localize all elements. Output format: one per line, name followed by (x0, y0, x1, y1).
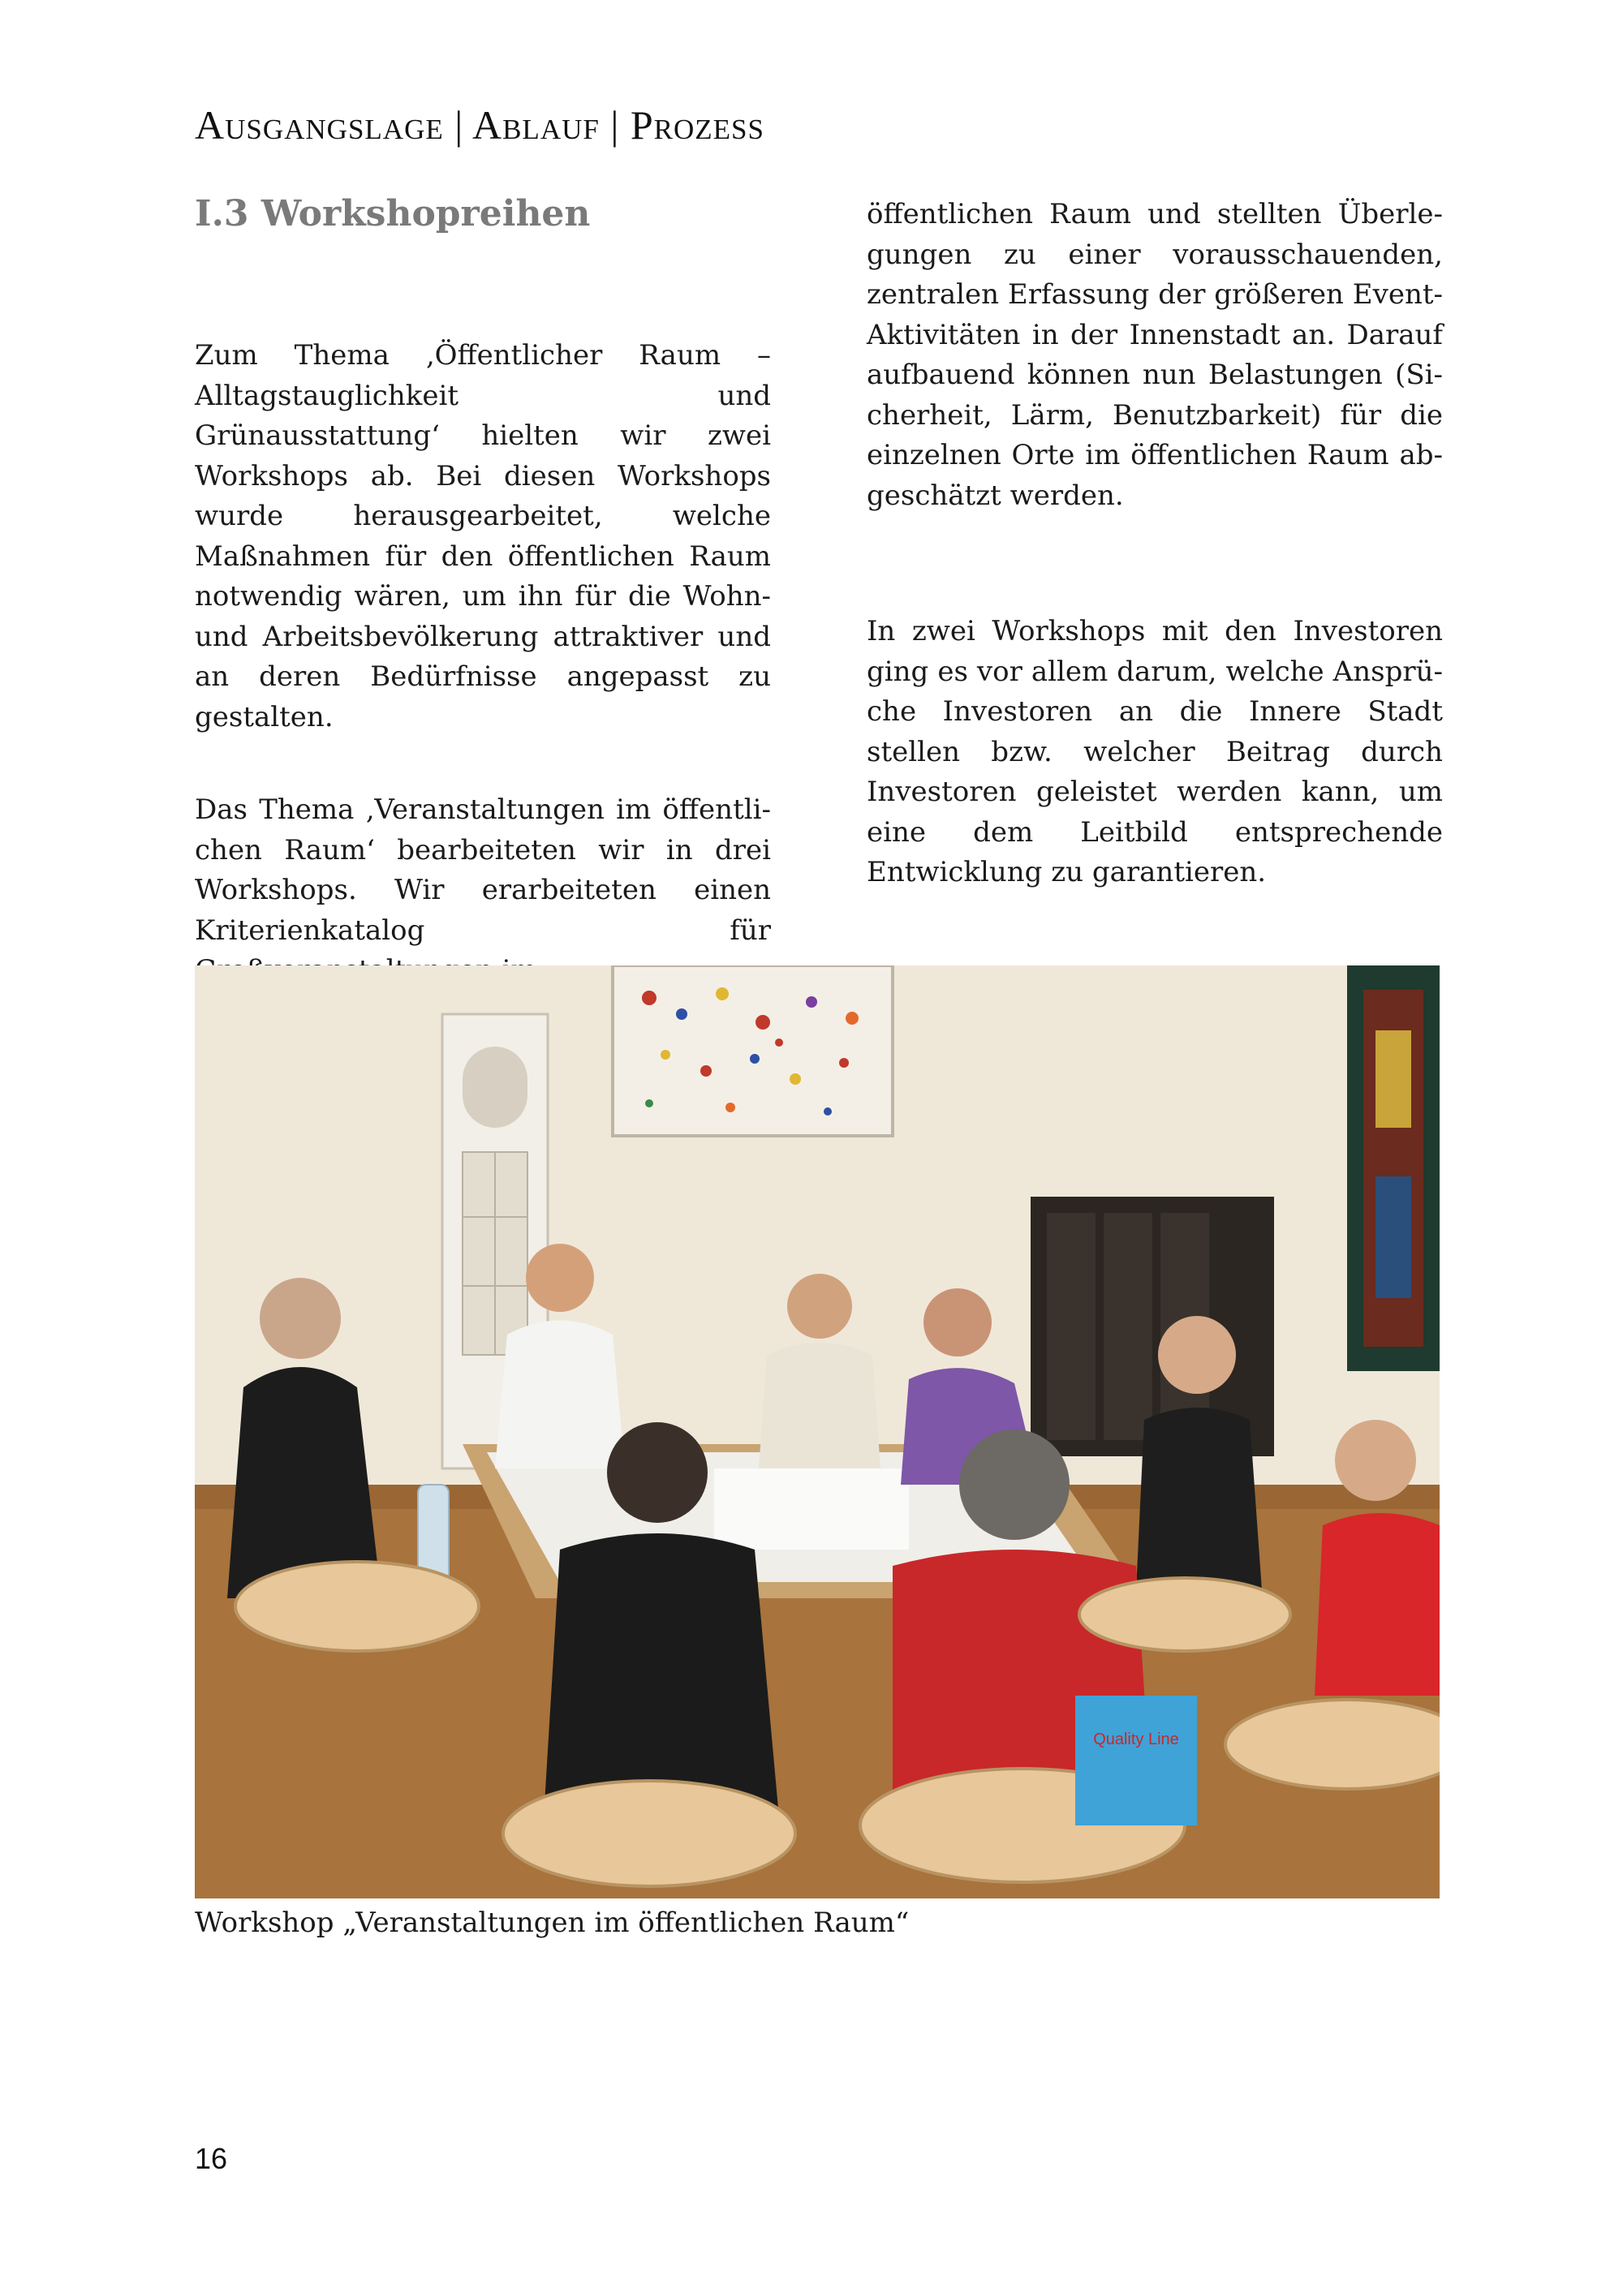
svg-text:Quality Line: Quality Line (1093, 1731, 1179, 1748)
paragraph-oeffentlicher-raum: Zum Thema ‚Öffentlicher Raum – Alltagstauglichkeit und Grünausstattung‘ hielten wir zwei Workshops ab. Bei diesen Workshops wurde herausgearbeitet, welche Maßnahmen für den öffentlichen Raum notwendig wären, um ihn für die Wohn- und Arbeitsbevölkerung attraktiver und an deren Bedürfnisse angepasst zu gestalten. (195, 339, 771, 733)
section-title: I.3 Workshopreihen (195, 193, 591, 234)
wall-painting (613, 965, 893, 1136)
paragraph-kriterienkatalog-continued: öffentlichen Raum und stellten Überlegungen zu einer vorausschauenden, zentralen Erfassung der größeren Event-Aktivitäten in der Innenstadt an. Darauf aufbauend können nun Belastungen (Sicherheit, Lärm, Benutzbarkeit) für die einzelnen Orte im öffentlichen Raum abgeschätzt werden. (867, 198, 1443, 512)
workshop-photo (195, 965, 1440, 1898)
photo-caption: Workshop „Veranstaltungen im öffentlichen Raum“ (195, 1907, 910, 1939)
wall-tapestry (1347, 965, 1440, 1371)
shopping-bag (1075, 1696, 1197, 1825)
paragraph-investoren: In zwei Workshops mit den Investoren ging es vor allem darum, welche Ansprüche Investoren an die Innere Stadt stellen bzw. welcher Beitrag durch Investoren geleistet werden kann, um eine dem Leitbild entsprechende Entwicklung zu garantieren. (867, 615, 1443, 888)
paragraph-veranstaltungen: Das Thema ‚Veranstaltungen im öffentlichen Raum‘ bearbeiteten wir in drei Workshops. Wir erarbeiteten einen Kriterienkatalog für (195, 793, 771, 947)
running-header: Ausgangslage | Ablauf | Prozess (195, 102, 764, 148)
page-number: 16 (195, 2142, 228, 2175)
